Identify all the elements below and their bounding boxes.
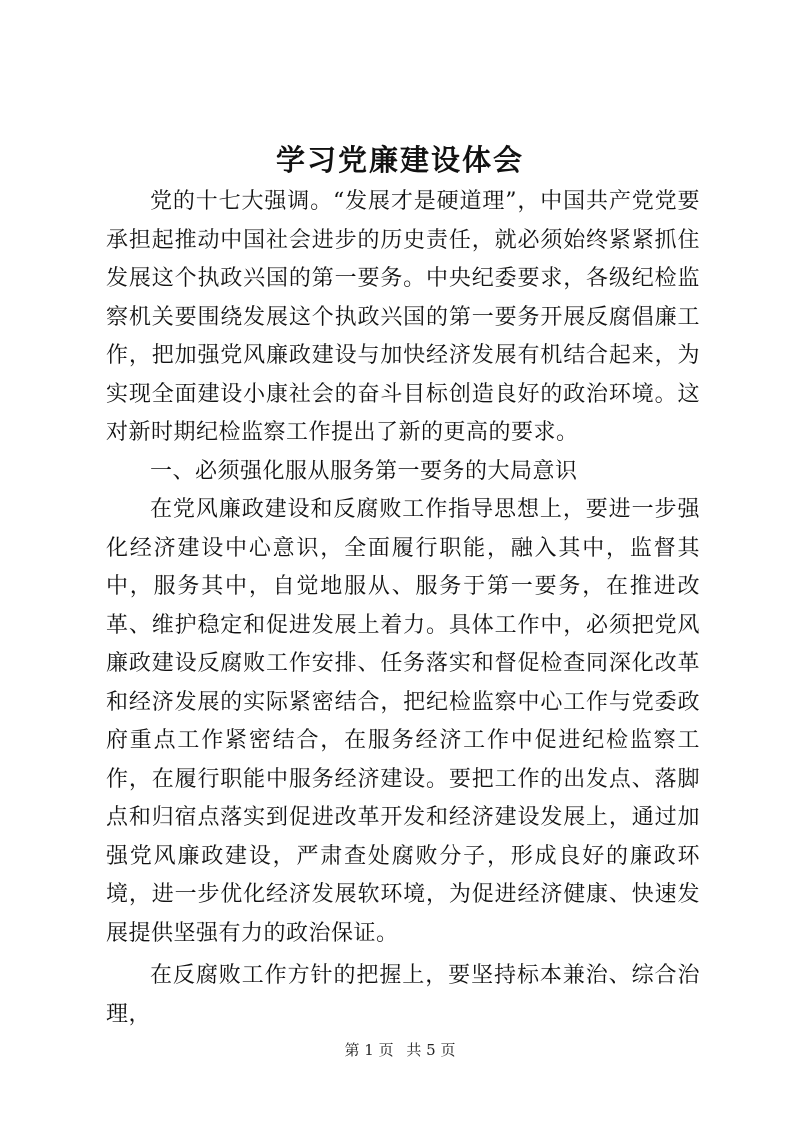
paragraph-intro: 党的十七大强调。“发展才是硬道理”，中国共产党党要承担起推动中国社会进步的历史责任，就必须始终紧紧抓住发展这个执政兴国的第一要务。中央纪委要求，各级纪检监察机关要围绕发展这个执政兴国的第一要务开展反腐倡廉工作，把加强党风廉政建设与加快经济发展有机结合起来，为实现全面建设小康社会的奋斗目标创造良好的政治环境。这对新时期纪检监察工作提出了新的更高的要求。 — [106, 189, 700, 445]
document-body — [106, 183, 700, 1034]
paragraph-section-2: 在反腐败工作方针的把握上，要坚持标本兼治、综合治理， — [106, 963, 700, 1027]
page-total: 共 5 页 — [406, 1041, 456, 1059]
page-footer — [0, 1040, 800, 1060]
document-title: 学习党廉建设体会 — [275, 143, 524, 177]
paragraph-section-1: 在党风廉政建设和反腐败工作指导思想上，要进一步强化经济建设中心意识，全面履行职能，融入其中，监督其中，服务其中，自觉地服从、服务于第一要务，在推进改革、维护稳定和促进发展上着力。具体工作中，必须把党风廉政建设反腐败工作安排、任务落实和督促检查同深化改革和经济发展的实际紧密结合，把纪检监察中心工作与党委政府重点工作紧密结合，在服务经济工作中促进纪检监察工作，在履行职能中服务经济建设。要把工作的出发点、落脚点和归宿点落实到促进改革开发和经济建设发展上，通过加强党风廉政建设，严肃查处腐败分子，形成良好的廉政环境，进一步优化经济发展软环境，为促进经济健康、快速发展提供坚强有力的政治保证。 — [106, 497, 700, 946]
page-number: 第 1 页 — [344, 1041, 394, 1059]
section-heading: 一、必须强化服从服务第一要务的大局意识 — [150, 458, 578, 484]
